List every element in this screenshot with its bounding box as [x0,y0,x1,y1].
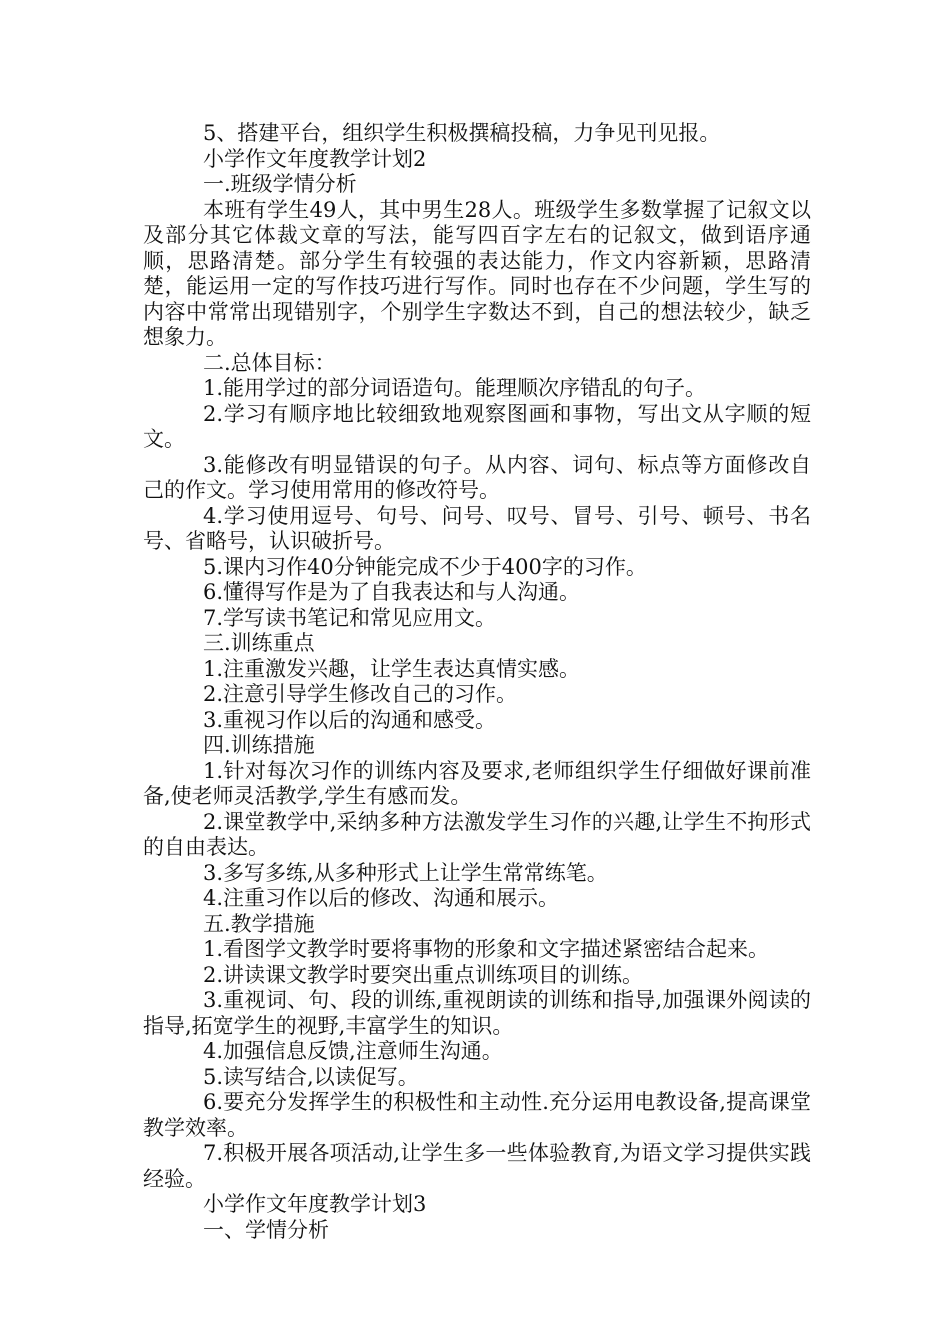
list-item: 3.重视习作以后的沟通和感受。 [203,707,497,732]
list-item: 4.注重习作以后的修改、沟通和展示。 [203,886,560,910]
section-heading: 一.班级学情分析 [203,172,357,196]
list-item: 5.读写结合,以读促写。 [203,1064,419,1089]
section-heading: 五.教学措施 [203,911,315,936]
section-heading: 三.训练重点 [203,631,315,655]
section-heading: 二.总体目标： [203,350,336,375]
list-item: 3.能修改有明显错误的句子。从内容、词句、标点等方面修改自己的作文。学习使用常用的修改符号。 [143,452,811,502]
list-item: 2.学习有顺序地比较细致地观察图画和事物，写出文从字顺的短文。 [143,401,811,451]
list-item: 7.学写读书笔记和常见应用文。 [203,605,497,630]
section-heading: 四.训练措施 [203,733,315,757]
list-item: 5.课内习作40分钟能完成不少于400字的习作。 [203,554,647,579]
list-item: 3.重视词、句、段的训练,重视朗读的训练和指导,加强课外阅读的指导,拓宽学生的视野,丰富学生的知识。 [143,988,811,1038]
list-item: 4.加强信息反馈,注意师生沟通。 [203,1039,503,1063]
list-item: 4.学习使用逗号、句号、问号、叹号、冒号、引号、顿号、书名号、省略号，认识破折号。 [143,503,811,553]
list-item: 6.懂得写作是为了自我表达和与人沟通。 [203,580,581,604]
list-item: 6.要充分发挥学生的积极性和主动性.充分运用电教设备,提高课堂教学效率。 [143,1090,811,1140]
list-item: 1.能用学过的部分词语造句。能理顺次序错乱的句子。 [203,376,707,400]
list-item: 1.看图学文教学时要将事物的形象和文字描述紧密结合起来。 [203,937,770,961]
list-item: 5、搭建平台，组织学生积极撰稿投稿，力争见刊见报。 [203,121,721,145]
list-item: 7.积极开展各项活动,让学生多一些体验教育,为语文学习提供实践经验。 [143,1141,811,1191]
list-item: 3.多写多练,从多种形式上让学生常常练笔。 [203,860,608,885]
body-paragraph: 本班有学生49人，其中男生28人。班级学生多数掌握了记叙文以及部分其它体裁文章的写法，能写四百字左右的记叙文，做到语序通顺，思路清楚。部分学生有较强的表达能力，作文内容新颖，思路清楚，能运用一定的写作技巧进行写作。同时也存在不少问题，学生写的内容中常常出现错别字，个别学生字数达不到，自己的想法较少，缺乏想象力。 [143,197,811,349]
section-title: 小学作文年度教学计划3 [203,1192,427,1216]
list-item: 2.课堂教学中,采纳多种方法激发学生习作的兴趣,让学生不拘形式的自由表达。 [143,809,811,859]
list-item: 2.讲读课文教学时要突出重点训练项目的训练。 [203,962,644,987]
list-item: 1.针对每次习作的训练内容及要求,老师组织学生仔细做好课前准备,使老师灵活教学,学生有感而发。 [143,758,811,808]
document-body [143,121,811,1243]
list-item: 1.注重激发兴趣，让学生表达真情实感。 [203,656,581,681]
list-item: 2.注意引导学生修改自己的习作。 [203,682,518,706]
section-title: 小学作文年度教学计划2 [203,146,427,171]
section-heading: 一、学情分析 [203,1217,329,1242]
